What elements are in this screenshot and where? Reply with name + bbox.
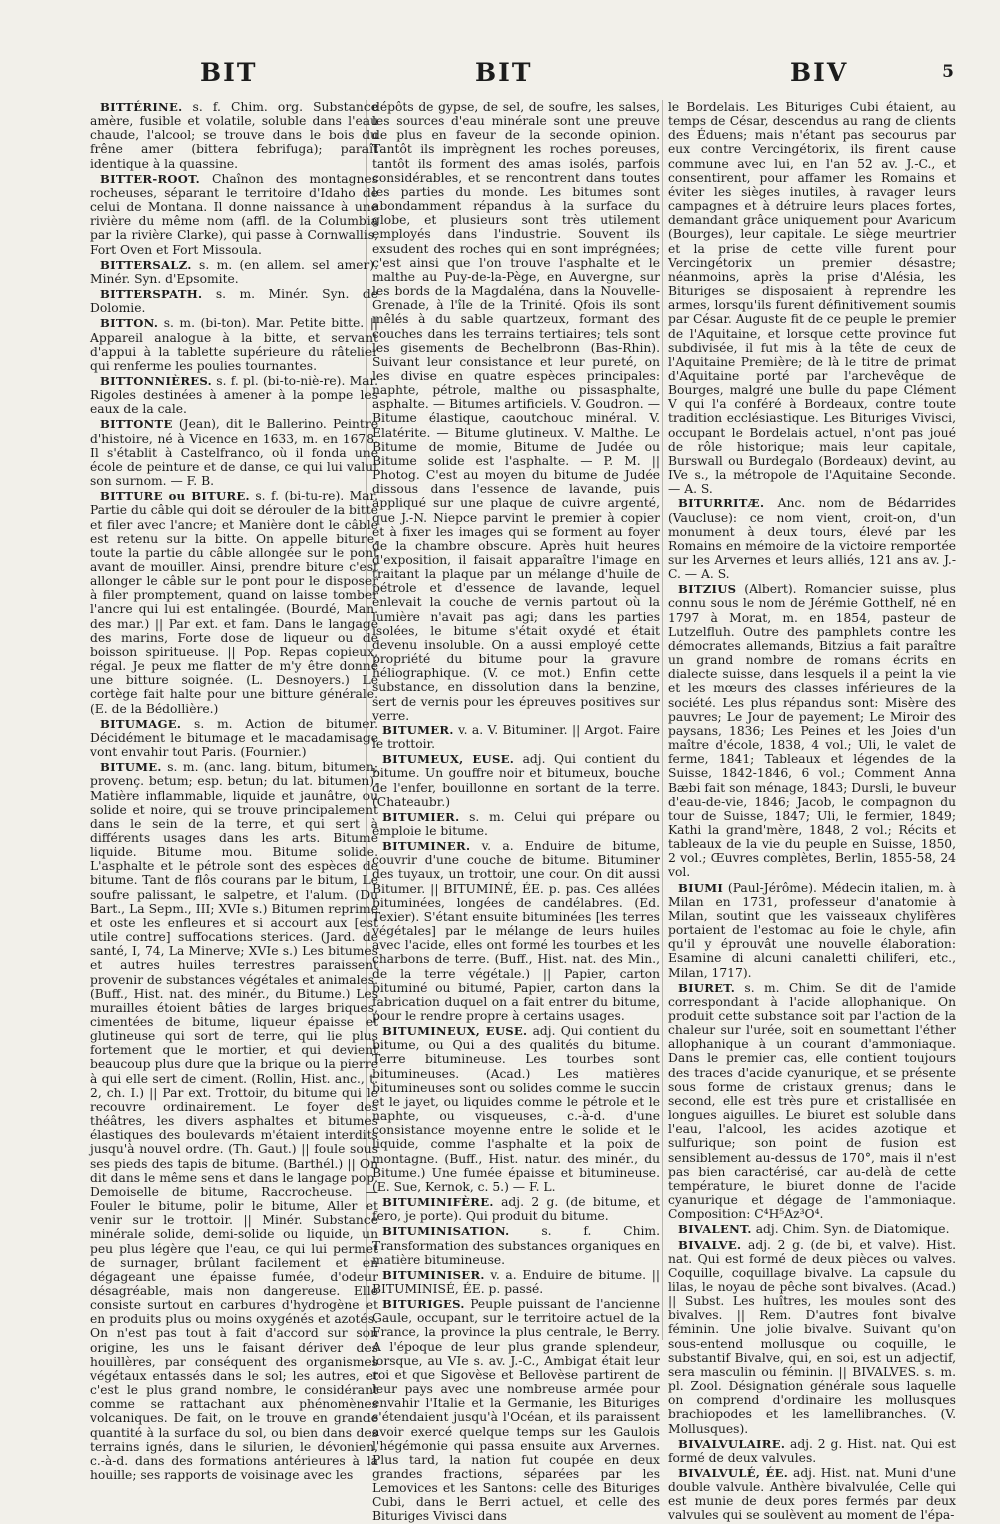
column-1	[90, 100, 378, 1482]
dictionary-entry	[90, 489, 378, 716]
dictionary-entry	[668, 496, 956, 581]
running-head-right: BIV	[790, 58, 849, 87]
dictionary-entry	[372, 1024, 660, 1194]
entry-headword: BITUMINEUX, EUSE.	[382, 1024, 528, 1039]
entry-headword: BIVALENT.	[678, 1222, 752, 1237]
running-header	[0, 58, 1000, 92]
entry-headword: BITTONTE	[100, 417, 173, 432]
entry-headword: BITUMINISATION.	[382, 1224, 510, 1239]
dictionary-entry	[90, 287, 378, 315]
entry-headword: BITUMAGE.	[100, 716, 182, 731]
entry-text: s. m. (bi-ton). Mar. Petite bitte. || Appareil analogue à la bitte, et servant d'appui à la tablette supérieure du râtelier qui renferme les poulies tournantes.	[90, 316, 378, 373]
entry-headword: BITUMIER.	[382, 809, 460, 824]
entry-headword: BITUME.	[100, 760, 162, 775]
dictionary-entry	[372, 810, 660, 838]
entry-text: Anc. nom de Bédarrides (Vaucluse): ce nom vient, croit-on, d'un monument à deux tours, élevé par les Romains en mémoire de la victoire remportée sur les Arvernes et leurs alliés, 121 ans av. J.-C. — A. S.	[668, 496, 956, 582]
entry-headword: BITUMINISER.	[382, 1267, 485, 1282]
dictionary-entry	[90, 374, 378, 416]
dictionary-entry	[90, 417, 378, 488]
entry-headword: BITTÉRINE.	[100, 100, 183, 114]
page-number: 5	[942, 62, 954, 82]
entry-headword: BIVALVULÉ, ÉE.	[678, 1466, 789, 1480]
dictionary-entry	[90, 316, 378, 373]
running-head-left: BIT	[200, 58, 258, 87]
dictionary-entry	[668, 881, 956, 980]
entry-text: dépôts de gypse, de sel, de soufre, les salses, les sources d'eau minérale sont une preuve de plus en faveur de la seconde opinion. Tantôt ils imprègnent les roches poreuses, tantôt ils forment des amas isolés, parfois considérables, et se rencontrent dans toutes les parties du monde. Les bitumes sont abondamment répandus à la surface du globe, et plusieurs sont très utilement employés dans l'industrie. Souvent ils exsudent des roches qui en sont imprégnées; c'est ainsi que l'on trouve l'asphalte et le malthe au Puy-de-la-Pège, en Auvergne, sur les bords de la Magdaléna, dans la Nouvelle-Grenade, à l'île de la Trinité. Qfois ils sont mêlés à du sable quartzeux, formant des couches dans les terrains tertiaires; tels sont les gisements de Bechelbronn (Bas-Rhin). Suivant leur consistance et leur pureté, on les divise en quatre espèces principales: naphte, pétrole, malthe ou pissasphalte, asphalte. — Bitumes artificiels. V. Goudron. — Bitume élastique, caoutchouc minéral. V. Élatérite. — Bitume glutineux. V. Malthe. Le Bitume de momie, Bitume de Judée ou Bitume solide est l'asphalte. — P. M. || Photog. C'est au moyen du bitume de Judée dissous dans l'essence de lavande, puis appliqué sur une plaque de cuivre argenté, que J.-N. Niepce parvint le premier à copier et à fixer les images qui se forment au foyer de la chambre obscure. Après huit heures d'exposition, il faisait apparaître l'image en traitant la plaque par un mélange d'huile de pétrole et d'essence de lavande, lequel enlevait la couche de vernis partout où la lumière n'avait pas agi; dans les parties isolées, le bitume s'était oxydé et était devenu insoluble. On a aussi employé cette propriété du bitume pour la gravure héliographique. (V. ce mot.) Enfin cette substance, en dissolution dans la benzine, sert de vernis pour les épreuves positives sur verre.	[372, 100, 660, 723]
entry-continuation	[372, 100, 660, 723]
dictionary-entry	[90, 258, 378, 286]
entry-text: s. f. (bi-tu-re). Mar. Partie du câble qui doit se dérouler de la bitte et filer avec l'ancre; et Manière dont le câble est retenu sur la bitte. On appelle biture, toute la partie du câble allongée sur le pont avant de mouiller. Ainsi, prendre biture c'est allonger le câble sur le pont pour le disposer à filer promptement, quand on laisse tomber l'ancre qui lui est entalingée. (Bourdé, Man. des mar.) || Par ext. et fam. Dans le langage des marins, Forte dose de liqueur ou de boisson spiritueuse. || Pop. Repas copieux, régal. Je peux me flatter de m'y être donné une bitture soignée. (L. Desnoyers.) Le cortège fait halte pour une bitture générale. (E. de la Bédollière.)	[90, 489, 378, 716]
entry-text: adj. Chim. Syn. de Diatomique.	[755, 1222, 950, 1237]
entry-headword: BITTON.	[100, 316, 159, 331]
column-2	[372, 100, 660, 1524]
entry-text: Chaînon des montagnes rocheuses, séparant le territoire d'Idaho de celui de Montana. Il donne naissance à une rivière du même nom (affl. de la Columbia par la rivière Clarke), qui passe à Cornwallis, Fort Oven et Fort Missoula.	[90, 171, 378, 257]
entry-text: v. a. Enduire de bitume, couvrir d'une couche de bitume. Bituminer des tuyaux, un trottoir, une cour. On dit aussi Bitumer. || BITUMINÉ, ÉE. p. pas. Ces allées bituminées, longées de candélabres. (Ed. Texier). S'étant ensuite bituminées [les terres végétales] par le mélange de leurs huiles avec l'acide, elles ont formé les tourbes et les charbons de terre. (Buff., Hist. nat. des Min., de la terre végétale.) || Papier, carton bituminé ou bitumé, Papier, carton dans la fabrication duquel on a fait entrer du bitume, pour le rendre propre à certains usages.	[372, 839, 660, 1023]
dictionary-entry	[372, 723, 660, 751]
entry-text: adj. 2 g. (de bi, et valve). Hist. nat. Qui est formé de deux pièces ou valves. Coquille, coquillage bivalve. La capsule du lilas, le noyau de pêche sont bivalves. (Acad.) || Subst. Les huîtres, les moules sont des bivalves. || Rem. D'autres font bivalve féminin. Une jolie bivalve. Suivant qu'on sous-entend mollusque ou coquille, le substantif Bivalve, qui, en soi, est un adjectif, sera masculin ou féminin. || BIVALVES. s. m. pl. Zool. Désignation générale sous laquelle on comprend d'ordinaire les mollusques brachiopodes et les lamellibranches. (V. Mollusques).	[668, 1237, 956, 1436]
dictionary-entry	[668, 1238, 956, 1436]
entry-text: s. m. Chim. Se dit de l'amide correspondant à l'acide allophanique. On produit cette substance soit par l'action de la chaleur sur l'urée, soit en soumettant l'éther allophanique à un courant d'ammoniaque. Dans le premier cas, elle contient toujours des traces d'acide cyanurique, et se présente sous forme de cristaux grenus; dans le second, elle est très pure et cristallisée en longues aiguilles. Le biuret est soluble dans l'eau, l'alcool, les acides azotique et sulfurique; son point de fusion est sensiblement au-dessus de 170°, mais il n'est pas bien caractérisé, car au-delà de cette température, le biuret donne de l'acide cyanurique et dégage de l'ammoniaque. Composition: C⁴H⁵Az³O⁴.	[668, 980, 956, 1222]
entry-text: (Jean), dit le Ballerino. Peintre d'histoire, né à Vicence en 1633, m. en 1678. Il s'établit à Castelfranco, où il fonda une école de peinture et de danse, ce qui lui valut son surnom. — F. B.	[90, 417, 378, 489]
entry-headword: BITTERSALZ.	[100, 257, 192, 272]
running-head-center: BIT	[475, 58, 533, 87]
entry-headword: BITTER-ROOT.	[100, 171, 200, 186]
entry-text: s. m. Minér. Syn. de Dolomie.	[90, 287, 378, 316]
dictionary-entry	[372, 1297, 660, 1524]
entry-headword: BITUMINER.	[382, 839, 471, 854]
column-3	[668, 100, 956, 1523]
entry-headword: BITUMEUX, EUSE.	[382, 752, 515, 767]
dictionary-entry	[90, 760, 378, 1482]
entry-text: adj. Hist. nat. Muni d'une double valvule. Anthère bivalvulée, Celle qui est munie de deux pores fermés par deux valvules qui se soulèvent au moment de l'épa-	[668, 1466, 956, 1523]
dictionary-entry	[372, 839, 660, 1023]
entry-headword: BITZIUS	[678, 582, 737, 597]
entry-text: s. f. Chim. Transformation des substances organiques en matière bitumineuse.	[372, 1224, 660, 1267]
entry-headword: BIURET.	[678, 980, 736, 995]
entry-headword: BITUMINIFÈRE.	[382, 1195, 494, 1210]
dictionary-entry	[668, 1222, 956, 1236]
entry-text: s. m. (anc. lang. bitum, bitumen; provenç. betum; esp. betun; du lat. bitumen). Matière inflammable, liquide et jaunâtre, ou solide et noire, qui se trouve principalement dans le sein de la terre, et qui sert à différents usages dans les arts. Bitume liquide. Bitume mou. Bitume solide. L'asphalte et le pétrole sont des espèces de bitume. Tant de flôs courans par le bitum, Le soufre palissant, le salpetre, et l'alum. (Du Bart., La Sepm., III; XVIe s.) Bitumen reprime et oste les enfleures et si accourt aux [est utile contre] suffocations sterices. (Jard. de santé, I, 74, La Minerve; XVIe s.) Les bitumes et autres huiles terrestres paraissent provenir de substances végétales et animales. (Buff., Hist. nat. des minér., du Bitume.) Les murailles étoient bâties de larges briques, cimentées de bitume, liqueur épaisse et glutineuse qui sort de terre, qui lie plus fortement que le mortier, et qui devient beaucoup plus dure que la brique ou la pierre à qui elle sert de ciment. (Rollin, Hist. anc., t. 2, ch. I.) || Par ext. Trottoir, du bitume qui le recouvre ordinairement. Le foyer des théâtres, les divers asphaltes et bitumes élastiques des boulevards m'étaient interdits jusqu'à nouvel ordre. (Th. Gaut.) || foule sous ses pieds des tapis de bitume. (Barthél.) || On dit dans le même sens et dans le langage pop. Demoiselle de bitume, Raccrocheuse. — Fouler le bitume, polir le bitume, Aller et venir sur le trottoir. || Minér. Substance minérale solide, demi-solide ou liquide, un peu plus légère que l'eau, ce qui lui permet de surnager, brûlant facilement et en dégageant une épaisse fumée, d'odeur désagréable, mais non dangereuse. Elle consiste surtout en carbures d'hydrogène et en produits plus ou moins oxygénés et azotés. On n'est pas tout à fait d'accord sur son origine, les uns le faisant dériver des houillères, par conséquent des organismes végétaux entassés dans le sol; les autres, et c'est le plus grand nombre, le considérant comme se rattachant aux phénomènes volcaniques. De fait, on le trouve en grande quantité à la surface du sol, ou bien dans des terrains ignés, dans le silurien, le dévonien, c.-à-d. dans des formations antérieures à la houille; ses rapports de voisinage avec les	[90, 760, 378, 1482]
entry-headword: BIVALVULAIRE.	[678, 1436, 786, 1451]
entry-text: v. a. V. Bituminer. || Argot. Faire le trottoir.	[372, 722, 660, 752]
column-divider	[662, 100, 663, 1340]
entry-text: adj. 2 g. (de bitume, et fero, je porte). Qui produit du bitume.	[372, 1195, 660, 1224]
entry-text: s. m. Action de bitumer. Décidément le bitumage et le macadamisage vont envahir tout Paris. (Fournier.)	[90, 716, 378, 760]
dictionary-entry	[668, 981, 956, 1222]
entry-headword: BITTERSPATH.	[100, 287, 203, 302]
entry-text: s. m. (en allem. sel amer). Minér. Syn. d'Epsomite.	[90, 257, 378, 286]
entry-text: (Albert). Romancier suisse, plus connu sous le nom de Jérémie Gotthelf, né en 1797 à Morat, m. en 1854, pasteur de Lutzelfluh. Outre des pamphlets contre les démocrates allemands, Bitzius a fait paraître un grand nombre de romans écrits en dialecte suisse, dans lesquels il a peint la vie et les mœurs des classes inférieures de la société. Les plus répandus sont: Misère des pauvres; Le Jour de payement; Le Miroir des paysans, 1836; Les Peines et les Joies d'un maître d'école, 1838, 4 vol.; Uli, le valet de ferme, 1841; Tableaux et légendes de la Suisse, 1842-1846, 6 vol.; Comment Anna Bæbi fait son ménage, 1843; Dursli, le buveur d'eau-de-vie, 1846; Jacob, le compagnon du tour de Suisse, 1847; Uli, le fermier, 1849; Kathi la grand'mère, 1848, 2 vol.; Récits et tableaux de la vie du peuple en Suisse, 1850, 2 vol.; Œuvres complètes, Berlin, 1855-58, 24 vol.	[668, 582, 956, 880]
entry-headword: BITUMER.	[382, 722, 454, 737]
dictionary-entry	[90, 100, 378, 171]
dictionary-entry	[372, 752, 660, 809]
entry-headword: BITURRITÆ.	[678, 496, 765, 511]
dictionary-entry	[668, 1437, 956, 1465]
entry-text: adj. 2 g. Hist. nat. Qui est formé de deux valvules.	[668, 1436, 956, 1465]
entry-continuation	[668, 100, 956, 496]
dictionary-entry	[90, 717, 378, 759]
entry-text: le Bordelais. Les Bituriges Cubi étaient, au temps de César, descendus au rang de clients des Éduens; mais n'étant pas secourus par eux contre Vercingétorix, ils firent cause commune avec lui, en l'an 52 av. J.-C., et consentirent, pour affamer les Romains et éviter les sièges inutiles, à ravager leurs campagnes et à détruire leurs places fortes, demandant grâce uniquement pour Avaricum (Bourges), leur capitale. Le siège meurtrier et la prise de cette ville furent pour Vercingétorix un premier désastre; néanmoins, après la prise d'Alésia, les Bituriges se disposaient à reprendre les armes, lorsqu'ils furent définitivement soumis par César. Auguste fit de ce peuple le premier de l'Aquitaine, et lorsque cette province fut subdivisée, il fut mis à la tête de ceux de l'Aquitaine Première; de là le titre de primat d'Aquitaine porté par l'archevêque de Bourges, malgré une bulle du pape Clément V qui l'a conféré à Bordeaux, contre toute tradition ecclésiastique. Les Bituriges Vivisci, occupant le Bordelais actuel, n'ont pas joué de rôle historique; mais leur capitale, Burswall ou Burdegalo (Bordeaux) devint, au IVe s., la métropole de l'Aquitaine Seconde. — A. S.	[668, 100, 956, 497]
dictionary-entry	[372, 1268, 660, 1296]
dictionary-entry	[372, 1224, 660, 1266]
dictionary-entry	[372, 1195, 660, 1223]
entry-text: v. a. Enduire de bitume. || BITUMINISÉ, ÉE. p. passé.	[372, 1267, 660, 1296]
entry-text: s. m. Celui qui prépare ou emploie le bitume.	[372, 809, 660, 838]
entry-headword: BITURIGES.	[382, 1297, 465, 1312]
entry-text: (Paul-Jérôme). Médecin italien, m. à Milan en 1731, professeur d'anatomie à Milan, soutint que les vaisseaux chylifères portaient de l'estomac au foie le chyle, afin qu'il y éprouvât une nouvelle élaboration: Esamine di alcuni canaletti chiliferi, etc., Milan, 1717).	[668, 880, 956, 980]
dictionary-entry	[668, 582, 956, 879]
entry-text: Peuple puissant de l'ancienne Gaule, occupant, sur le territoire actuel de la France, la province la plus centrale, le Berry. A l'époque de leur plus grande splendeur, lorsque, au VIe s. av. J.-C., Ambigat était leur roi et que Sigovèse et Bellovèse partirent de leur pays avec une nombreuse armée pour envahir l'Italie et la Germanie, les Bituriges s'étendaient jusqu'à l'Océan, et ils paraissent avoir exercé quelque temps sur les Gaulois l'hégémonie qui passa ensuite aux Arvernes. Plus tard, la nation fut coupée en deux grandes fractions, séparées par les Lemovices et les Santons: celle des Bituriges Cubi, dans le Berri actuel, et celle des Bituriges Vivisci dans	[372, 1297, 660, 1524]
entry-headword: BIVALVE.	[678, 1237, 742, 1252]
dictionary-entry	[668, 1466, 956, 1523]
entry-headword: BIUMI	[678, 880, 724, 895]
entry-text: s. f. Chim. org. Substance amère, fusible et volatile, soluble dans l'eau chaude, l'alcool; se trouve dans le bois du frêne amer (bittera febrifuga); paraît identique à la quassine.	[90, 100, 378, 171]
entry-headword: BITTONNIÈRES.	[100, 373, 212, 388]
entry-text: s. f. pl. (bi-to-niè-re). Mar. Rigoles destinées à amener à la pompe les eaux de la cale.	[90, 373, 378, 417]
entry-headword: BITTURE ou BITURE.	[100, 489, 250, 504]
dictionary-entry	[90, 172, 378, 257]
entry-text: adj. Qui contient du bitume, ou Qui a des qualités du bitume. Terre bitumineuse. Les tourbes sont bitumineuses. (Acad.) Les matières bitumineuses sont ou solides comme le succin et le jayet, ou liquides comme le pétrole et le naphte, ou visqueuses, c.-à-d. d'une consistance moyenne entre le solide et le liquide, comme l'asphalte et la poix de montagne. (Buff., Hist. natur. des minér., du Bitume.) Une fumée épaisse et bitumineuse. (E. Sue, Kernok, c. 5.) — F. L.	[372, 1024, 660, 1194]
entry-text: adj. Qui contient du bitume. Un gouffre noir et bitumeux, bouche de l'enfer, bouillonne en sortant de la terre. (Chateaubr.)	[372, 752, 660, 809]
